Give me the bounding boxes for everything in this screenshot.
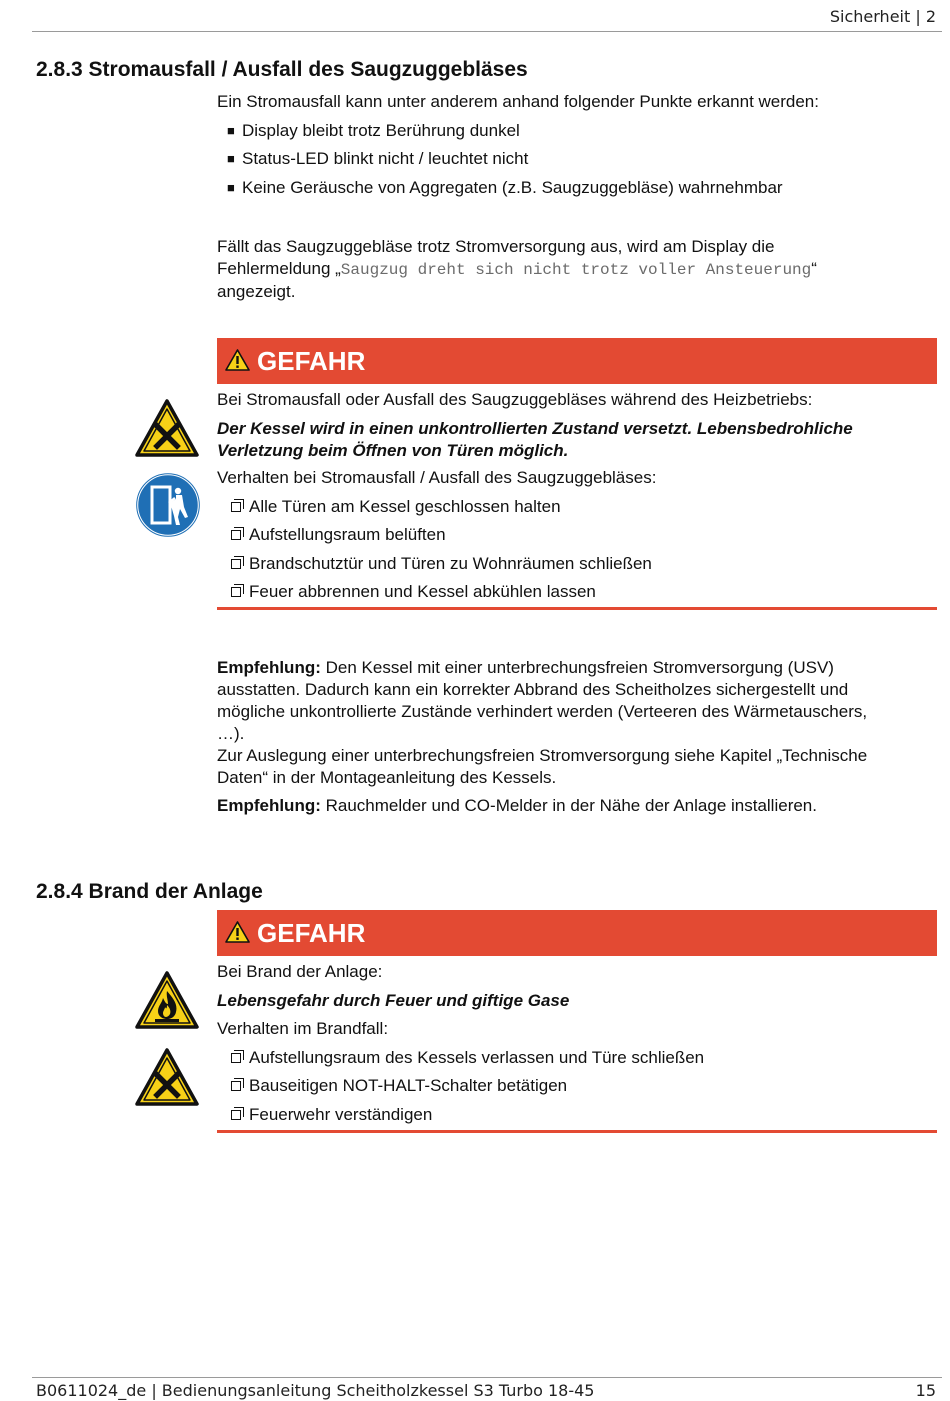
- danger-banner: [217, 910, 937, 956]
- danger-behaviour: Verhalten bei Stromausfall / Ausfall des Saugzuggebläses:: [217, 468, 657, 487]
- footer-divider: [32, 1377, 942, 1378]
- fan-failure-text: Fällt das Saugzuggebläse trotz Stromversorgung aus, wird am Display die Fehlermeldung „Saugzug dreht sich nicht trotz voller Ansteuerung“ angezeigt.: [217, 237, 817, 301]
- running-header: Sicherheit | 2: [829, 7, 936, 26]
- footer-document-title: B0611024_de | Bedienungsanleitung Scheitholzkessel S3 Turbo 18-45: [36, 1381, 595, 1400]
- page-number: 15: [915, 1381, 936, 1400]
- bullet-icon: ■: [227, 180, 235, 195]
- checkbox-icon: [231, 587, 241, 597]
- list-item: Aufstellungsraum belüften: [231, 524, 446, 546]
- list-item: Feuer abbrennen und Kessel abkühlen lassen: [231, 581, 596, 603]
- checkbox-icon: [231, 530, 241, 540]
- warning-triangle-icon: [225, 921, 250, 943]
- checkbox-icon: [231, 502, 241, 512]
- list-item: ■ Status-LED blinkt nicht / leuchtet nicht: [227, 149, 529, 168]
- section-heading-2-8-3: 2.8.3 Stromausfall / Ausfall des Saugzuggebläses: [36, 58, 528, 81]
- list-item: Alle Türen am Kessel geschlossen halten: [231, 496, 561, 518]
- section-heading-2-8-4: 2.8.4 Brand der Anlage: [36, 880, 263, 903]
- checkbox-icon: [231, 1110, 241, 1120]
- danger-end-rule: [217, 1130, 937, 1133]
- header-divider: [32, 31, 942, 32]
- harmful-warning-icon: [135, 399, 199, 457]
- danger-consequence: Lebensgefahr durch Feuer und giftige Gase: [217, 991, 570, 1010]
- list-item: ■ Display bleibt trotz Berührung dunkel: [227, 121, 520, 140]
- flammable-warning-icon: [135, 971, 199, 1029]
- list-item: Bauseitigen NOT-HALT-Schalter betätigen: [231, 1075, 567, 1097]
- list-item: Aufstellungsraum des Kessels verlassen und Türe schließen: [231, 1047, 704, 1069]
- intro-text: Ein Stromausfall kann unter anderem anhand folgender Punkte erkannt werden:: [217, 92, 819, 111]
- danger-situation: Bei Stromausfall oder Ausfall des Saugzuggebläses während des Heizbetriebs:: [217, 390, 813, 409]
- danger-behaviour: Verhalten im Brandfall:: [217, 1019, 389, 1038]
- danger-situation: Bei Brand der Anlage:: [217, 962, 383, 981]
- danger-banner: [217, 338, 937, 384]
- bullet-icon: ■: [227, 151, 235, 166]
- keep-door-closed-icon: [136, 473, 200, 537]
- checkbox-icon: [231, 559, 241, 569]
- recommendation-ups: Empfehlung: Den Kessel mit einer unterbrechungsfreien Stromversorgung (USV) ausstatten. Dadurch kann ein korrekter Abbrand des Scheitholzes sichergestellt und mögliche unkontrollierte Zustände verhindert werden (Verteeren des Wärmetauschers, …). Zur Auslegung einer unterbrechungsfreien Stromversorgung siehe Kapitel „Technische Daten“ in der Montageanleitung des Kessels.: [217, 658, 868, 787]
- checkbox-icon: [231, 1081, 241, 1091]
- recommendation-detectors: Empfehlung: Rauchmelder und CO-Melder in der Nähe der Anlage installieren.: [217, 796, 817, 815]
- bullet-icon: ■: [227, 123, 235, 138]
- list-item: Brandschutztür und Türen zu Wohnräumen schließen: [231, 553, 652, 575]
- list-item: ■ Keine Geräusche von Aggregaten (z.B. Saugzuggebläse) wahrnehmbar: [227, 178, 783, 197]
- checkbox-icon: [231, 1053, 241, 1063]
- danger-consequence: Der Kessel wird in einen unkontrollierten Zustand versetzt. Lebensbedrohliche Verletzung beim Öffnen von Türen möglich.: [217, 419, 853, 460]
- danger-end-rule: [217, 607, 937, 610]
- error-message: Saugzug dreht sich nicht trotz voller Ansteuerung: [340, 261, 812, 279]
- harmful-warning-icon: [135, 1048, 199, 1106]
- danger-label: GEFAHR: [257, 346, 366, 376]
- list-item: Feuerwehr verständigen: [231, 1104, 432, 1126]
- warning-triangle-icon: [225, 349, 250, 371]
- danger-label: GEFAHR: [257, 918, 366, 948]
